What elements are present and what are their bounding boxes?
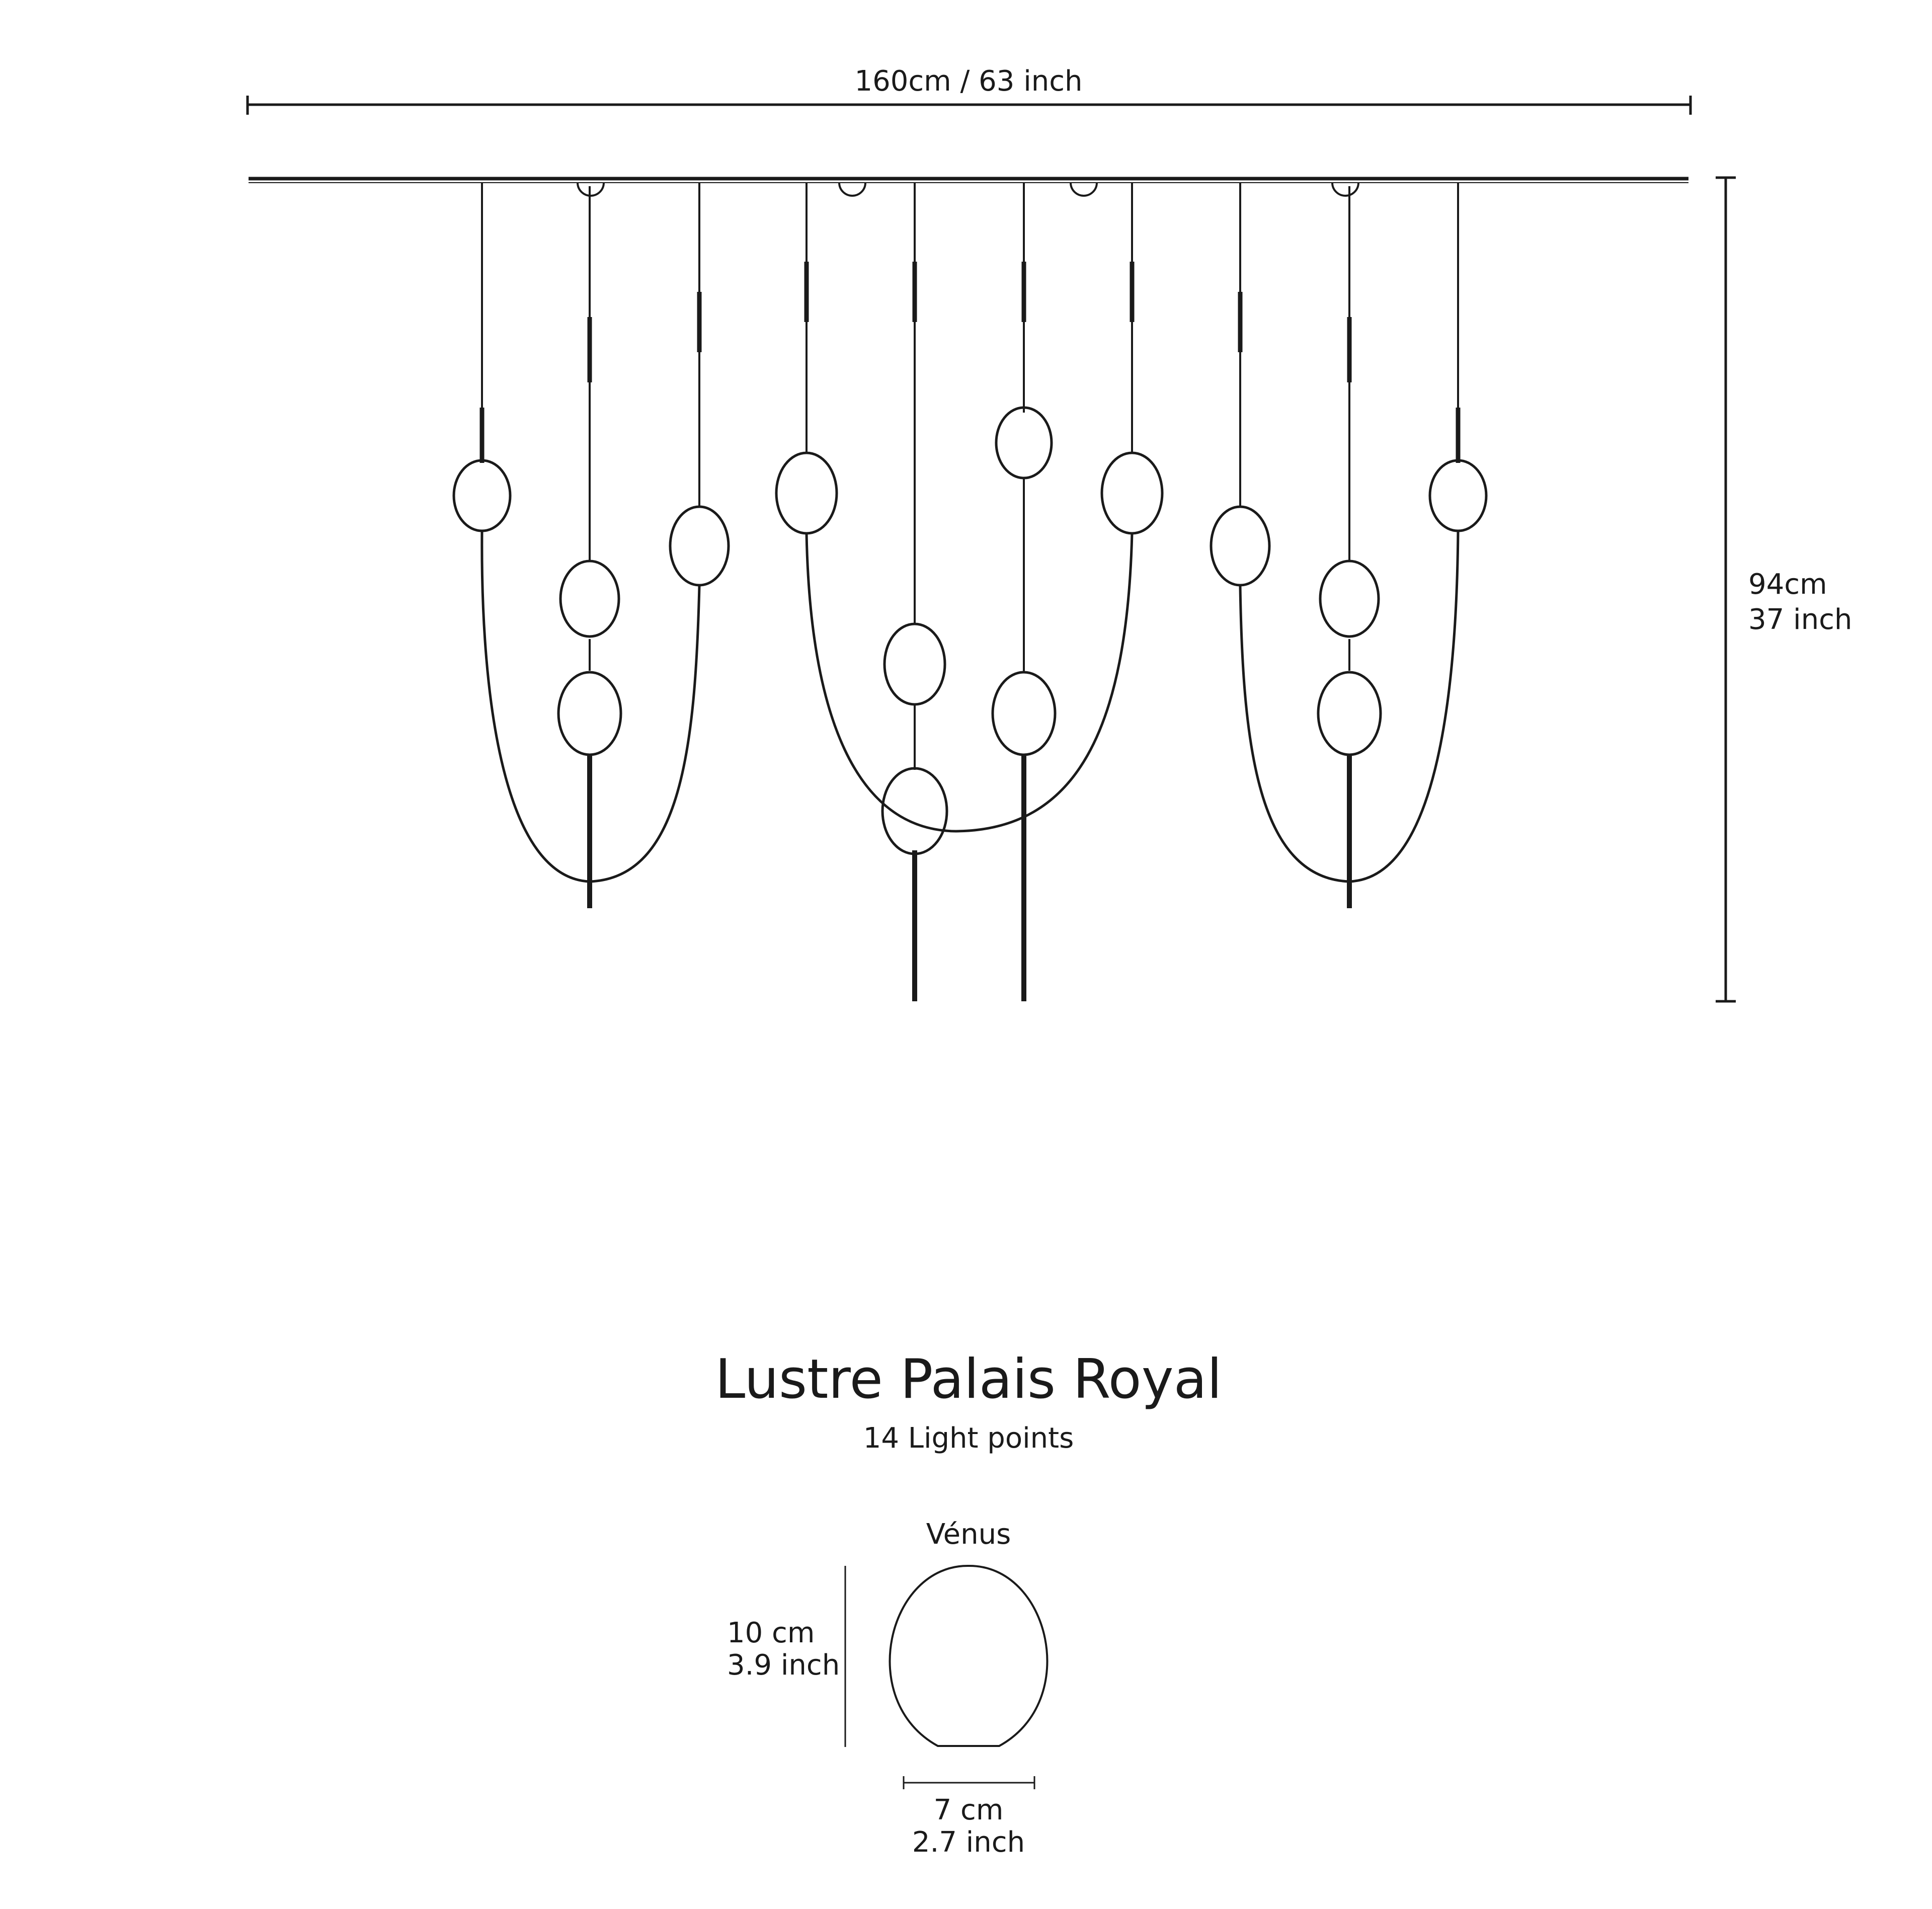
- right-loop: [1211, 183, 1486, 908]
- ceiling-rail: [249, 179, 1688, 196]
- height-dimension-line2: 37 inch: [1748, 603, 1853, 636]
- center-loop: [776, 183, 1162, 1001]
- shade-height-line2: 3.9 inch: [727, 1649, 840, 1682]
- shade-outline: [890, 1566, 1048, 1746]
- shade-name: Vénus: [926, 1518, 1011, 1551]
- product-title: Lustre Palais Royal: [715, 1348, 1222, 1411]
- height-dimension: [1716, 178, 1852, 1001]
- shade-width-line2: 2.7 inch: [912, 1826, 1025, 1859]
- width-dimension-label: 160cm / 63 inch: [854, 65, 1083, 98]
- chandelier: [454, 183, 1486, 1001]
- shade-detail: [727, 1518, 1047, 1859]
- title-block: [715, 1348, 1222, 1455]
- shade-width-line1: 7 cm: [933, 1794, 1004, 1826]
- left-loop: [454, 183, 729, 908]
- width-dimension: [248, 65, 1691, 115]
- product-subtitle: 14 Light points: [863, 1422, 1074, 1455]
- height-dimension-line1: 94cm: [1748, 568, 1827, 601]
- shade-height-line1: 10 cm: [727, 1617, 815, 1649]
